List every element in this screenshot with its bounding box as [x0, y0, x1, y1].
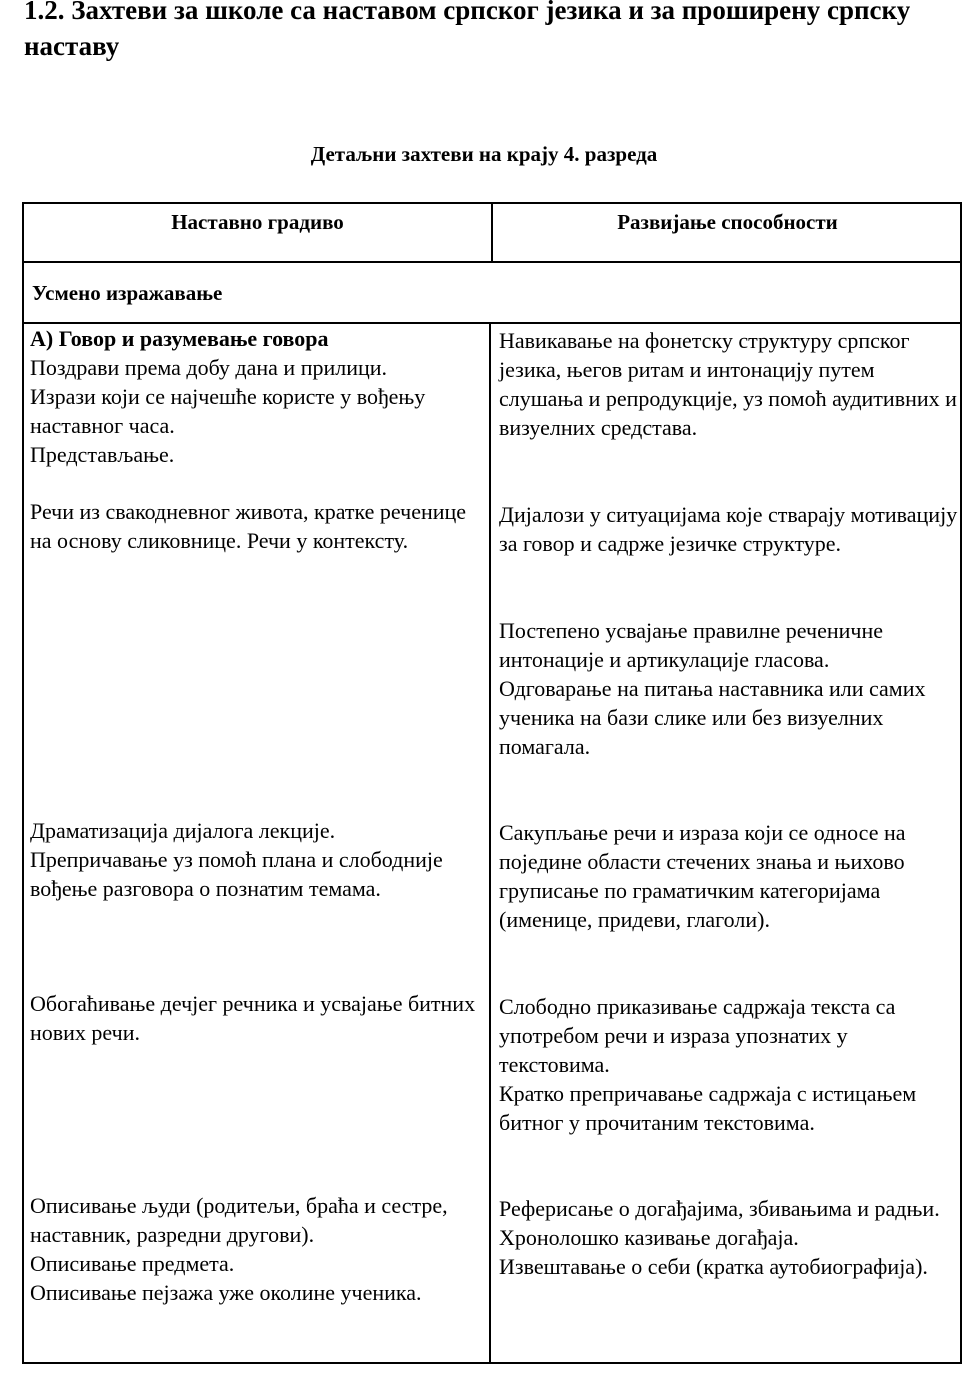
column-header-curriculum: Наставно градиво [171, 210, 344, 234]
requirements-table [22, 202, 962, 1364]
left-block-everyday-words: Речи из свакодневног живота, кратке реченице на основу сликовнице. Речи у контексту. [30, 499, 467, 553]
section-heading: 1.2. Захтеви за школе са наставом српског језика и за проширену српску наставу [24, 0, 911, 61]
right-block-phonetics: Навикавање на фонетску структуру српског језика, његов ритам и интонацију путем слушања и репродукције, уз помоћ аудитивних и визуелних средстава. [499, 328, 957, 440]
right-block-dialogues: Дијалози у ситуацијама које стварају мотивацију за говор и садрже језичке структуре. [499, 502, 958, 556]
right-block-intonation: Постепено усвајање правилне реченичне интонације и артикулације гласова. Одговарање на питања наставника или самих ученика на бази слике или без визуелних помагала. [499, 618, 926, 759]
table-caption: Детаљни захтеви на крају 4. разреда [310, 142, 658, 166]
header-row-divider [24, 261, 960, 263]
column-header-abilities: Развијање способности [617, 210, 838, 234]
right-block-reporting: Реферисање о догађајима, збивањима и радњи. Хронолошко казивање догађаја. Извештавање о себи (кратка аутобиографија). [499, 1196, 940, 1279]
left-block-dramatization: Драматизација дијалога лекције. Препричавање уз помоћ плана и слободније вођење разговора о познатим темама. [30, 818, 443, 901]
right-block-retelling: Слободно приказивање садржаја текста са употребом речи и израза упознатих у текстовима. Кратко препричавање садржаја с истицањем битног у прочитаним текстовима. [499, 994, 917, 1135]
left-block-text: Поздрави према добу дана и прилици. Изрази који се најчешће користе у вођењу наставног часа. Представљање. [30, 355, 426, 467]
right-block-word-collection: Сакупљање речи и израза који се односе на поједине области стечених знања и њихово груписање по граматичким категоријама (именице, придеви, глаголи). [499, 820, 906, 932]
section-title-oral-expression: Усмено изражавање [32, 281, 223, 305]
column-divider-body [489, 322, 491, 1362]
left-block-descriptions: Описивање људи (родитељи, браћа и сестре, наставник, разредни другови). Описивање предмета. Описивање пејзажа уже околине ученика. [30, 1193, 448, 1305]
left-block-vocabulary: Обогаћивање дечјег речника и усвајање битних нових речи. [30, 991, 476, 1045]
left-block-speech [30, 324, 482, 469]
subsection-title: А) Говор и разумевање говора [30, 326, 329, 351]
